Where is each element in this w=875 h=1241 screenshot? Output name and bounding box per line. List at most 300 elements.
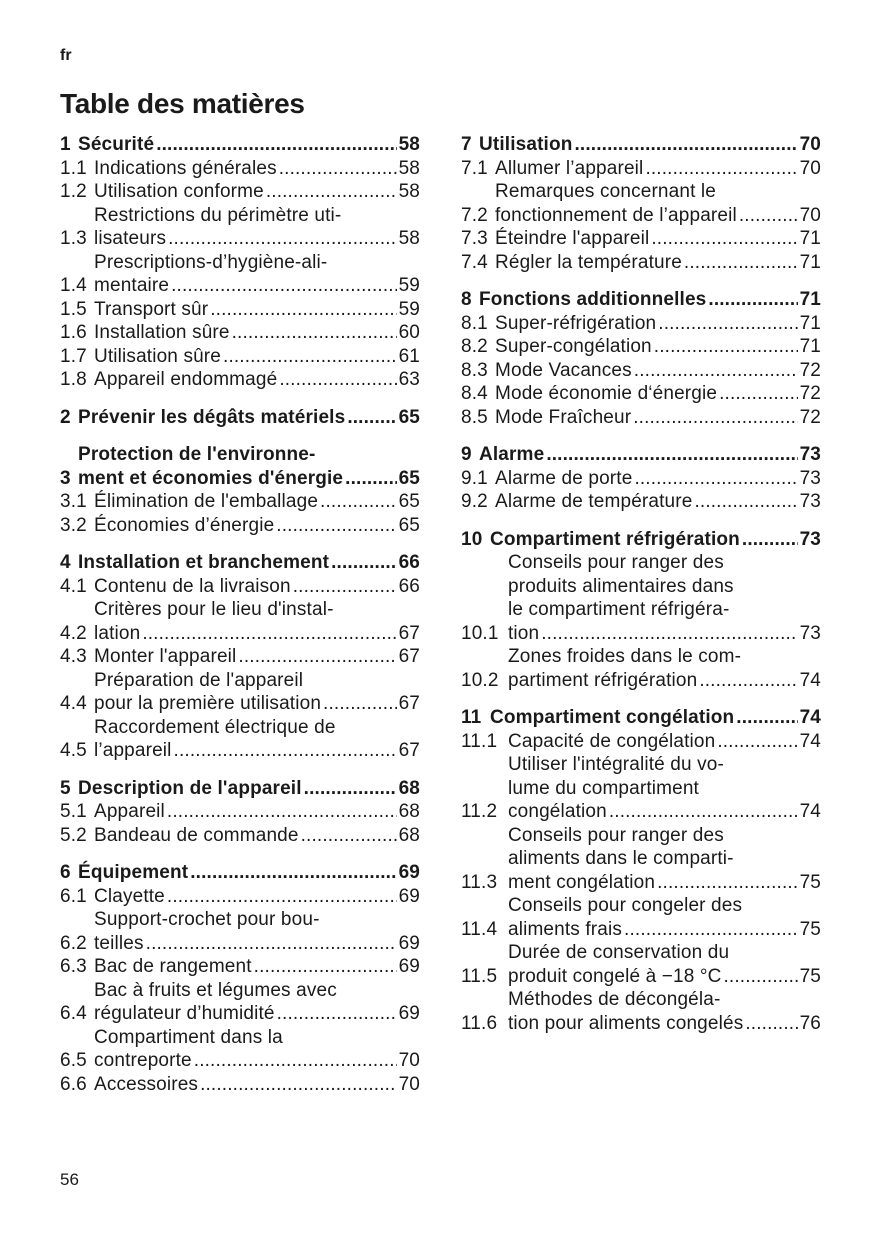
toc-entry-number: 3: [60, 467, 71, 489]
dot-leader: [723, 965, 797, 989]
toc-section-entry[interactable]: [60, 777, 420, 801]
dot-leader: [210, 298, 396, 322]
toc-entry-body: [495, 467, 821, 491]
toc-subsection-entry[interactable]: [60, 955, 420, 979]
toc-entry-text-line: Conseils pour ranger des: [508, 552, 724, 573]
toc-entry-number: 9.1: [461, 467, 488, 489]
toc-entry-text: Mode Fraîcheur: [495, 406, 632, 428]
toc-entry-body: [94, 251, 420, 298]
toc-entry-text: tion pour aliments congelés: [508, 1012, 744, 1034]
toc-entry-number: 7.4: [461, 251, 488, 273]
toc-entry-page: 58: [398, 157, 420, 179]
toc-subsection-entry[interactable]: [461, 312, 821, 336]
dot-leader: [223, 345, 397, 369]
toc-entry-body: [490, 528, 821, 552]
toc-entry-page: 66: [398, 575, 420, 597]
toc-subsection-entry[interactable]: [461, 180, 821, 227]
dot-leader: [293, 575, 397, 599]
toc-entry-last-line: [94, 514, 420, 538]
toc-entry-body: [495, 312, 821, 336]
toc-subsection-entry[interactable]: [60, 575, 420, 599]
toc-entry-number: 4: [60, 552, 71, 573]
toc-entry-number: 11.5: [461, 965, 498, 987]
toc-subsection-entry[interactable]: [461, 406, 821, 430]
dot-leader: [190, 861, 396, 885]
toc-section-entry[interactable]: [461, 706, 821, 730]
toc-subsection-entry[interactable]: [60, 251, 420, 298]
toc-entry-body: [78, 551, 420, 575]
toc-section: [60, 551, 420, 763]
toc-subsection-entry[interactable]: [60, 885, 420, 909]
toc-entry-page: 74: [799, 801, 821, 822]
toc-subsection-entry[interactable]: [60, 669, 420, 716]
toc-entry-text: ment et économies d'énergie: [78, 467, 344, 489]
toc-entry-text: Utilisation sûre: [94, 345, 222, 367]
toc-subsection-entry[interactable]: [461, 251, 821, 275]
toc-subsection-entry[interactable]: [461, 941, 821, 988]
dot-leader: [575, 133, 798, 157]
toc-entry-number: 10.2: [461, 669, 499, 691]
toc-entry-text: contreporte: [94, 1050, 192, 1071]
toc-subsection-entry[interactable]: [60, 908, 420, 955]
dot-leader: [739, 204, 798, 228]
dot-leader: [156, 133, 396, 157]
toc-entry-last-line: [94, 180, 420, 204]
toc-entry-text: partiment réfrigération: [508, 669, 698, 691]
toc-entry-number: 10: [461, 528, 483, 550]
toc-entry-last-line: [94, 739, 420, 763]
toc-subsection-entry[interactable]: [461, 645, 821, 692]
toc-entry-text-line: Conseils pour congeler des: [508, 895, 743, 916]
toc-entry-text-line: Conseils pour ranger des: [508, 824, 724, 846]
dot-leader: [699, 669, 797, 693]
toc-entry-last-line: [78, 467, 420, 491]
toc-section-entry[interactable]: [60, 133, 420, 157]
toc-subsection-entry[interactable]: [60, 598, 420, 645]
toc-entry-number: 8.3: [461, 359, 488, 381]
toc-entry-number: 4.4: [60, 693, 87, 714]
dot-leader: [654, 335, 798, 359]
toc-entry-body: [94, 368, 420, 392]
toc-entry-number: 7.3: [461, 228, 488, 249]
toc-entry-page: 75: [799, 918, 821, 940]
toc-entry-number: 6.4: [60, 1003, 87, 1024]
toc-entry-text: Sécurité: [78, 134, 155, 155]
toc-entry-last-line: [495, 251, 821, 275]
toc-entry-number: 9: [461, 444, 472, 465]
toc-entry-body: [495, 227, 821, 251]
toc-entry-text: Accessoires: [94, 1073, 199, 1095]
toc-entry-body: [508, 730, 821, 754]
toc-entry-page: 69: [398, 885, 420, 907]
toc-entry-body: [94, 979, 420, 1026]
toc-subsection-entry[interactable]: [60, 321, 420, 345]
toc-entry-text: Contenu de la livraison: [94, 575, 291, 597]
toc-section-entry[interactable]: [60, 443, 420, 490]
toc-subsection-entry[interactable]: [461, 753, 821, 824]
toc-entry-text: Alarme de porte: [495, 467, 633, 489]
toc-subsection-entry[interactable]: [461, 988, 821, 1035]
toc-entry-number: 7.1: [461, 157, 488, 179]
toc-entry-page: 73: [799, 491, 821, 512]
toc-entry-body: [78, 406, 420, 430]
toc-entry-page: 69: [398, 956, 420, 977]
toc-section: [60, 861, 420, 1096]
toc-subsection-entry[interactable]: [60, 298, 420, 322]
toc-entry-page: 66: [398, 552, 420, 573]
toc-subsection-entry[interactable]: [461, 227, 821, 251]
toc-section: [461, 288, 821, 429]
toc-entry-page: 61: [398, 345, 420, 367]
toc-entry-last-line: [94, 227, 420, 251]
toc-subsection-entry[interactable]: [60, 204, 420, 251]
dot-leader: [634, 359, 798, 383]
toc-entry-page: 74: [799, 669, 821, 691]
toc-subsection-entry[interactable]: [461, 551, 821, 645]
dot-leader: [276, 514, 396, 538]
toc-entry-body: [508, 645, 821, 692]
toc-entry-body: [94, 180, 420, 204]
dot-leader: [142, 622, 396, 646]
toc-entry-text: Allumer l’appareil: [495, 157, 644, 179]
toc-entry-text: aliments frais: [508, 918, 623, 940]
toc-subsection-entry[interactable]: [60, 800, 420, 824]
toc-entry-page: 67: [398, 622, 420, 644]
toc-subsection-entry[interactable]: [461, 467, 821, 491]
toc-section-entry[interactable]: [60, 406, 420, 430]
toc-entry-text: Compartiment congélation: [490, 707, 735, 728]
toc-entry-page: 68: [398, 824, 420, 846]
toc-entry-last-line: [94, 321, 420, 345]
toc-entry-number: 11: [461, 707, 482, 728]
toc-entry-text-line: Support-crochet pour bou-: [94, 909, 320, 930]
toc-entry-page: 74: [799, 730, 821, 752]
toc-entry-text-line: Prescriptions-d’hygiène-ali-: [94, 251, 328, 273]
toc-subsection-entry[interactable]: [461, 824, 821, 895]
toc-entry-page: 59: [398, 275, 420, 296]
toc-entry-body: [479, 443, 821, 467]
toc-subsection-entry[interactable]: [60, 368, 420, 392]
toc-entry-number: 6.1: [60, 885, 87, 907]
toc-entry-number: 5.2: [60, 824, 87, 846]
toc-entry-number: 1.2: [60, 181, 87, 202]
toc-entry-body: [94, 716, 420, 763]
language-tag: fr: [60, 47, 72, 64]
toc-entry-last-line: [508, 669, 821, 693]
dot-leader: [719, 382, 797, 406]
dot-leader: [323, 692, 397, 716]
toc-entry-page: 58: [398, 181, 420, 202]
toc-entry-text-line: aliments dans le comparti-: [508, 848, 734, 869]
toc-entry-number: 11.6: [461, 1012, 498, 1034]
toc-entry-text: Équipement: [78, 862, 189, 883]
toc-subsection-entry[interactable]: [60, 645, 420, 669]
toc-entry-last-line: [94, 1073, 420, 1097]
page-title: Table des matières: [60, 88, 305, 119]
toc-entry-text-line: Bac à fruits et légumes avec: [94, 979, 337, 1001]
toc-entry-text-line: Zones froides dans le com-: [508, 646, 742, 667]
toc-entry-text-line: Compartiment dans la: [94, 1026, 283, 1048]
toc-entry-page: 71: [799, 312, 821, 334]
toc-entry-number: 2: [60, 406, 71, 428]
toc-entry-text-line: Remarques concernant le: [495, 181, 717, 202]
toc-entry-body: [94, 955, 420, 979]
toc-entry-page: 72: [799, 383, 821, 404]
toc-entry-text-line: Restrictions du périmètre uti-: [94, 204, 342, 226]
dot-leader: [279, 368, 396, 392]
toc-entry-text: Mode Vacances: [495, 359, 632, 381]
toc-entry-body: [94, 345, 420, 369]
toc-entry-text: lation: [94, 622, 141, 644]
toc-entry-last-line: [94, 1002, 420, 1026]
dot-leader: [717, 730, 797, 754]
toc-entry-body: [508, 551, 821, 645]
toc-entry-body: [495, 382, 821, 406]
toc-section: [461, 528, 821, 693]
toc-subsection-entry[interactable]: [60, 345, 420, 369]
toc-entry-page: 75: [799, 871, 821, 893]
toc-entry-text: Monter l'appareil: [94, 646, 237, 667]
toc-subsection-entry[interactable]: [461, 730, 821, 754]
toc-entry-number: 1.5: [60, 298, 87, 320]
toc-entry-text: Bac de rangement: [94, 956, 252, 977]
toc-entry-last-line: [508, 871, 821, 895]
toc-section: [60, 133, 420, 392]
toc-section-entry[interactable]: [461, 443, 821, 467]
dot-leader: [345, 467, 396, 491]
toc-subsection-entry[interactable]: [60, 716, 420, 763]
toc-subsection-entry[interactable]: [461, 335, 821, 359]
toc-entry-text-line: Raccordement électrique de: [94, 716, 336, 738]
toc-entry-text-line: le compartiment réfrigéra-: [508, 599, 730, 620]
toc-entry-number: 11.1: [461, 730, 498, 752]
toc-entry-text: Utilisation: [479, 134, 573, 155]
toc-subsection-entry[interactable]: [461, 490, 821, 514]
toc-entry-number: 5: [60, 777, 71, 799]
toc-entry-body: [94, 298, 420, 322]
toc-entry-number: 4.1: [60, 575, 87, 597]
toc-entry-text: Mode économie d‘énergie: [495, 383, 718, 404]
toc-subsection-entry[interactable]: [60, 1073, 420, 1097]
toc-entry-page: 59: [398, 298, 420, 320]
dot-leader: [633, 406, 797, 430]
toc-subsection-entry[interactable]: [60, 514, 420, 538]
toc-subsection-entry[interactable]: [60, 157, 420, 181]
toc-entry-text-line: Durée de conservation du: [508, 942, 730, 963]
toc-entry-number: 11.4: [461, 918, 498, 940]
toc-entry-body: [508, 988, 821, 1035]
toc-entry-text: Capacité de congélation: [508, 730, 716, 752]
toc-entry-text: teilles: [94, 932, 144, 954]
toc-section: [60, 777, 420, 848]
dot-leader: [657, 871, 797, 895]
toc-entry-number: 1: [60, 134, 71, 155]
toc-entry-body: [94, 321, 420, 345]
toc-entry-page: 69: [398, 862, 420, 883]
dot-leader: [279, 157, 397, 181]
toc-entry-text: Bandeau de commande: [94, 824, 299, 846]
dot-leader: [645, 157, 797, 181]
toc-entry-number: 4.5: [60, 740, 87, 761]
toc-entry-last-line: [94, 368, 420, 392]
toc-entry-text: Installation et branchement: [78, 552, 330, 573]
toc-entry-last-line: [94, 490, 420, 514]
toc-entry-text: Régler la température: [495, 251, 682, 273]
toc-entry-number: 1.1: [60, 157, 87, 179]
toc-entry-page: 73: [799, 528, 821, 550]
toc-entry-last-line: [495, 204, 821, 228]
toc-entry-page: 74: [799, 707, 821, 728]
toc-entry-body: [495, 251, 821, 275]
toc-section: [60, 443, 420, 537]
toc-entry-last-line: [78, 133, 420, 157]
dot-leader: [171, 274, 396, 298]
toc-subsection-entry[interactable]: [461, 894, 821, 941]
toc-entry-page: 71: [799, 336, 821, 357]
toc-entry-page: 58: [398, 228, 420, 249]
toc-entry-last-line: [78, 551, 420, 575]
toc-column-right: [461, 133, 821, 1049]
toc-section-entry[interactable]: [461, 528, 821, 552]
toc-entry-text: Élimination de l'emballage: [94, 491, 319, 512]
toc-section-entry[interactable]: [60, 551, 420, 575]
toc-entry-number: 8.1: [461, 312, 488, 334]
toc-entry-number: 5.1: [60, 801, 87, 822]
toc-entry-text: Alarme: [479, 444, 545, 465]
toc-entry-body: [94, 800, 420, 824]
dot-leader: [320, 490, 397, 514]
toc-entry-page: 71: [799, 289, 821, 310]
toc-entry-text: produit congelé à −18 °C: [508, 965, 722, 987]
toc-entry-body: [479, 133, 821, 157]
toc-entry-number: 8.2: [461, 336, 488, 357]
toc-entry-text: Installation sûre: [94, 322, 230, 343]
toc-entry-number: 11.2: [461, 801, 498, 822]
toc-entry-last-line: [495, 335, 821, 359]
toc-entry-last-line: [94, 692, 420, 716]
toc-subsection-entry[interactable]: [60, 979, 420, 1026]
dot-leader: [331, 551, 396, 575]
toc-entry-number: 1.3: [60, 228, 87, 249]
toc-entry-text: Alarme de température: [495, 491, 693, 512]
toc-entry-last-line: [94, 824, 420, 848]
toc-entry-text-line: lume du compartiment: [508, 777, 699, 799]
toc-entry-body: [94, 885, 420, 909]
dot-leader: [708, 288, 797, 312]
toc-entry-page: 73: [799, 622, 821, 644]
toc-entry-page: 67: [398, 646, 420, 667]
toc-entry-page: 63: [398, 369, 420, 390]
dot-leader: [658, 312, 797, 336]
toc-entry-last-line: [94, 932, 420, 956]
dot-leader: [254, 955, 397, 979]
toc-entry-page: 71: [799, 228, 821, 249]
toc-entry-last-line: [508, 965, 821, 989]
toc-section-entry[interactable]: [461, 288, 821, 312]
toc-entry-page: 75: [799, 965, 821, 987]
dot-leader: [168, 227, 396, 251]
toc-entry-body: [508, 753, 821, 824]
toc-entry-last-line: [94, 885, 420, 909]
toc-entry-last-line: [508, 800, 821, 824]
dot-leader: [167, 885, 397, 909]
toc-entry-text-line: Critères pour le lieu d'instal-: [94, 599, 334, 620]
toc-entry-body: [508, 894, 821, 941]
toc-subsection-entry[interactable]: [60, 824, 420, 848]
toc-entry-page: 72: [799, 359, 821, 381]
toc-entry-text: l’appareil: [94, 740, 172, 761]
dot-leader: [624, 918, 798, 942]
toc-entry-number: 1.7: [60, 345, 87, 367]
toc-subsection-entry[interactable]: [60, 1026, 420, 1073]
toc-entry-text: Description de l'appareil: [78, 777, 302, 799]
toc-entry-text: Transport sûr: [94, 298, 209, 320]
toc-subsection-entry[interactable]: [461, 359, 821, 383]
dot-leader: [684, 251, 798, 275]
toc-entry-last-line: [495, 406, 821, 430]
toc-entry-last-line: [495, 359, 821, 383]
dot-leader: [745, 1012, 797, 1036]
toc-entry-last-line: [94, 345, 420, 369]
toc-entry-body: [94, 1026, 420, 1073]
toc-entry-body: [94, 157, 420, 181]
toc-entry-body: [490, 706, 821, 730]
toc-section-entry[interactable]: [60, 861, 420, 885]
toc-entry-body: [94, 514, 420, 538]
toc-entry-number: 9.2: [461, 491, 488, 512]
dot-leader: [742, 528, 798, 552]
toc-entry-body: [94, 204, 420, 251]
toc-entry-page: 65: [398, 514, 420, 536]
toc-entry-body: [495, 157, 821, 181]
toc-entry-last-line: [94, 298, 420, 322]
toc-entry-page: 58: [398, 134, 420, 155]
toc-entry-last-line: [508, 730, 821, 754]
toc-section-entry[interactable]: [461, 133, 821, 157]
toc-entry-number: 4.2: [60, 622, 87, 644]
toc-entry-page: 73: [799, 444, 821, 465]
toc-column-left: [60, 133, 420, 1110]
toc-entry-body: [495, 406, 821, 430]
toc-entry-number: 10.1: [461, 622, 499, 644]
toc-entry-last-line: [94, 575, 420, 599]
toc-entry-body: [94, 645, 420, 669]
dot-leader: [634, 467, 797, 491]
toc-entry-number: 1.8: [60, 369, 87, 390]
dot-leader: [304, 777, 397, 801]
toc-entry-body: [94, 1073, 420, 1097]
toc-entry-text: mentaire: [94, 275, 170, 296]
toc-entry-page: 60: [398, 322, 420, 343]
toc-subsection-entry[interactable]: [461, 382, 821, 406]
dot-leader: [146, 932, 397, 956]
dot-leader: [546, 443, 797, 467]
toc-entry-text: régulateur d’humidité: [94, 1003, 275, 1024]
toc-subsection-entry[interactable]: [461, 157, 821, 181]
toc-subsection-entry[interactable]: [60, 180, 420, 204]
toc-entry-body: [94, 669, 420, 716]
toc-entry-page: 69: [398, 932, 420, 954]
toc-entry-body: [495, 490, 821, 514]
toc-entry-page: 65: [398, 491, 420, 512]
toc-entry-text: Super-réfrigération: [495, 312, 657, 334]
toc-entry-last-line: [94, 157, 420, 181]
toc-entry-text: fonctionnement de l’appareil: [495, 204, 737, 226]
toc-entry-last-line: [490, 528, 821, 552]
toc-entry-text: tion: [508, 622, 540, 644]
toc-entry-body: [94, 908, 420, 955]
toc-subsection-entry[interactable]: [60, 490, 420, 514]
